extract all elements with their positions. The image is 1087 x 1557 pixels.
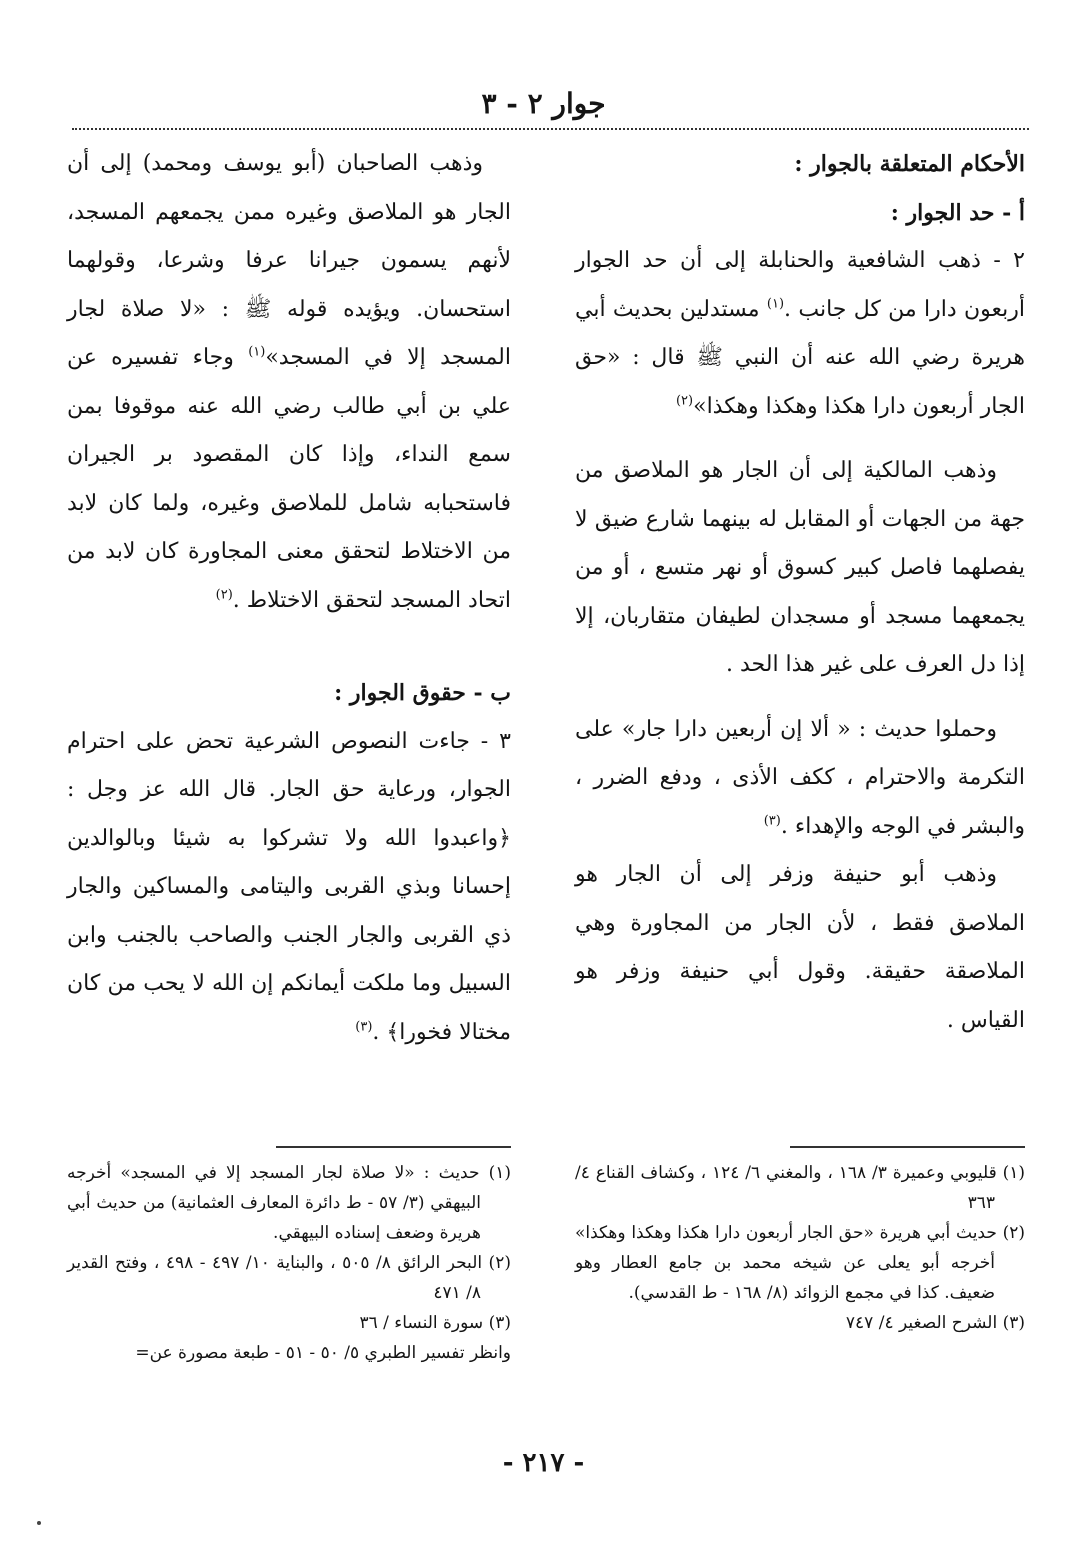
footnotes-left [67,1146,511,1368]
paragraph-2-continuation: مستدلين بحديث أبي هريرة رضي الله عنه أن النبي ﷺ قال : «حق الجار أربعون دارا هكذا وهكذا وهكذا» [575,296,1025,419]
paragraph-hamalu-text: وحملوا حديث : « ألا إن أربعين دارا جار» على التكرمة والاحترام ، ككف الأذى ، ودفع الضرر ، والبشر في الوجه والإهداء . [575,716,1025,839]
footnote-ref-3-left: (٣) [355,1019,373,1035]
footnotes-right [575,1146,1025,1338]
footnote-left-1: (١) حديث : «لا صلاة لجار المسجد إلا في المسجد» أخرجه البيهقي (٣/ ٥٧ - ط دائرة المعارف العثمانية) من حديث أبي هريرة وضعف إسناده البيهقي. [67,1163,511,1243]
footnote-right-3: (٣) الشرح الصغير ٤/ ٧٤٧ [845,1313,1025,1333]
paragraph-3-quran [67,718,511,1058]
paragraph-sahiban [67,140,511,625]
scan-speck [37,1521,41,1525]
footnote-right-2: (٢) حديث أبي هريرة «حق الجار أربعون دارا هكذا وهكذا وهكذا» أخرجه أبو يعلى عن شيخه محمد بن جامع العطار وهو ضعيف. كذا في مجمع الزوائد (٨/ ١٦٨ - ط القدسي). [575,1223,1025,1303]
paragraph-hanafi: وذهب أبو حنيفة وزفر إلى أن الجار هو الملاصق فقط ، لأن الجار من المجاورة وهي الملاصقة حقيقة. وقول أبي حنيفة وزفر هو القياس . [575,862,1025,1033]
paragraph-sahiban-text: وذهب الصاحبان (أبو يوسف ومحمد) إلى أن الجار هو الملاصق وغيره ممن يجمعهم المسجد، لأنهم يسمون جيرانا عرفا وشرعا، وقولهما استحسان. ويؤيده قوله ﷺ : «لا صلاة لجار المسجد إلا في المسجد» [67,151,511,370]
page-number: - ٢١٧ - [502,1448,585,1478]
footnote-rule-left [276,1146,511,1148]
footnote-ref-1: (١) [766,296,785,312]
footnote-ref-3: (٣) [763,813,781,829]
paragraph-shafii-hanbali [575,237,1025,431]
footnote-ref-2: (٢) [675,393,694,409]
footnote-left-continuation: وانظر تفسير الطبري ٥/ ٥٠ - ٥١ - طبعة مصورة عن= [135,1343,511,1363]
footnote-ref-2-left: (٢) [215,587,233,603]
running-header-title: جوار ٢ - ٣ [481,87,606,120]
section-heading-rulings: الأحكام المتعلقة بالجوار : [794,151,1025,177]
footnote-left-3: (٣) سورة النساء / ٣٦ [359,1313,511,1333]
left-text-column [67,140,511,1057]
paragraph-sahiban-continuation: وجاء تفسيره عن علي بن أبي طالب رضي الله عنه موقوفا بمن سمع النداء، وإذا كان المقصود بر الجيران فاستحبابه شامل للملاصق وغيره، ولما كان لابد من الاختلاط لتحقق معنى المجاورة كان لابد من اتحاد المسجد لتحقق الاختلاط . [67,345,511,613]
subheading-neighborhood-limit: أ - حد الجوار : [890,199,1025,226]
subheading-neighbor-rights: ب - حقوق الجوار : [334,680,511,706]
paragraph-hadith-interpretation [575,706,1025,852]
paragraph-2-text: ٢ - ذهب الشافعية والحنابلة إلى أن حد الجوار أربعون دارا من كل جانب . [575,248,1026,322]
footnote-right-1: (١) قليوبي وعميرة ٣/ ١٦٨ ، والمغني ٦/ ١٢٤ ، وكشاف القناع ٤/ ٣٦٣ [575,1163,1025,1213]
footnote-left-2: (٢) البحر الرائق ٨/ ٥٠٥ ، والبناية ١٠/ ٤٩٧ - ٤٩٨ ، وفتح القدير ٨/ ٤٧١ [67,1253,511,1303]
right-text-column [575,140,1025,1045]
footnote-rule-right [790,1146,1025,1148]
footnote-ref-1-left: (١) [248,344,266,360]
header-dotted-divider [72,128,1029,130]
paragraph-3-text: ٣ - جاءت النصوص الشرعية تحض على احترام الجوار، ورعاية حق الجار. قال الله عز وجل : ﴿واعبدوا الله ولا تشركوا به شيئا وبالوالدين إحسانا وبذي القربى واليتامى والمساكين والجار ذي القربى والجار الجنب والصاحب بالجنب وابن السبيل وما ملكت أيمانكم إن الله لا يحب من كان مختالا فخورا﴾ . [67,728,511,1045]
paragraph-maliki: وذهب المالكية إلى أن الجار هو الملاصق من جهة من الجهات أو المقابل له بينهما شارع ضيق لا يفصلهما فاصل كبير كسوق أو نهر متسع ، أو من يجمعهما مسجد أو مسجدان لطيفان متقاربان، إلا إذا دل العرف على غير هذا الحد . [575,458,1025,677]
